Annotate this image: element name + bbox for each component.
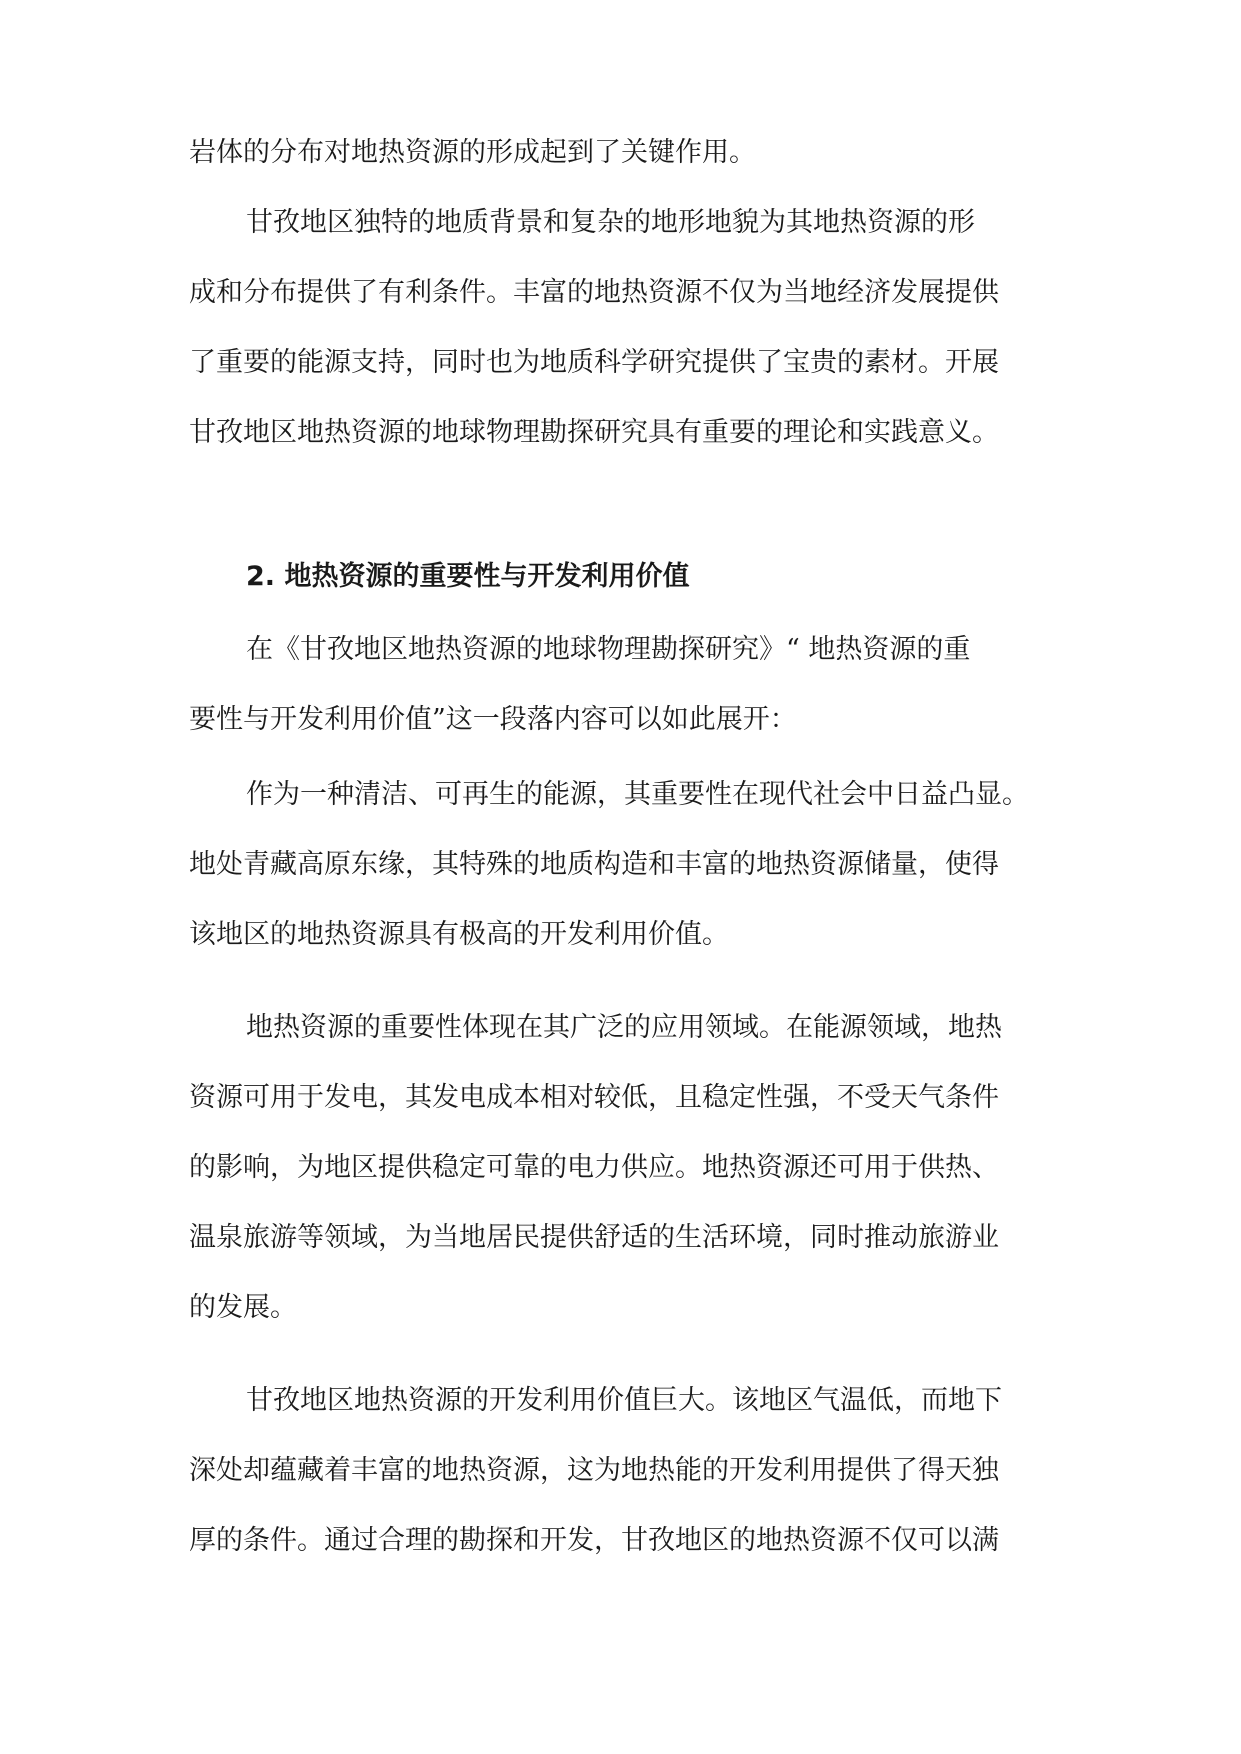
section-heading: 2. 地热资源的重要性与开发利用价值	[246, 561, 690, 592]
paragraph-line: 厚的条件。通过合理的勘探和开发，甘孜地区的地热资源不仅可以满	[189, 1525, 999, 1556]
paragraph-line: 成和分布提供了有利条件。丰富的地热资源不仅为当地经济发展提供	[189, 277, 999, 308]
paragraph-line: 甘孜地区地热资源的开发利用价值巨大。该地区气温低，而地下	[246, 1385, 1002, 1416]
paragraph-line: 在《甘孜地区地热资源的地球物理勘探研究》“ 地热资源的重	[246, 634, 971, 665]
paragraph-line: 要性与开发利用价值”这一段落内容可以如此展开：	[189, 704, 797, 735]
paragraph-line: 岩体的分布对地热资源的形成起到了关键作用。	[189, 137, 756, 168]
paragraph-line: 的影响，为地区提供稳定可靠的电力供应。地热资源还可用于供热、	[189, 1152, 999, 1183]
paragraph-line: 甘孜地区地热资源的地球物理勘探研究具有重要的理论和实践意义。	[189, 417, 999, 448]
paragraph-line: 该地区的地热资源具有极高的开发利用价值。	[189, 919, 729, 950]
paragraph-line: 深处却蕴藏着丰富的地热资源，这为地热能的开发利用提供了得天独	[189, 1455, 999, 1486]
paragraph-line: 温泉旅游等领域，为当地居民提供舒适的生活环境，同时推动旅游业	[189, 1222, 999, 1253]
paragraph-line: 作为一种清洁、可再生的能源，其重要性在现代社会中日益凸显。	[246, 779, 1029, 810]
paragraph-line: 了重要的能源支持，同时也为地质科学研究提供了宝贵的素材。开展	[189, 347, 999, 378]
paragraph-line: 的发展。	[189, 1292, 297, 1323]
paragraph-line: 甘孜地区独特的地质背景和复杂的地形地貌为其地热资源的形	[246, 207, 975, 238]
paragraph-line: 地热资源的重要性体现在其广泛的应用领域。在能源领域，地热	[246, 1012, 1002, 1043]
paragraph-line: 地处青藏高原东缘，其特殊的地质构造和丰富的地热资源储量，使得	[189, 849, 999, 880]
paragraph-line: 资源可用于发电，其发电成本相对较低，且稳定性强，不受天气条件	[189, 1082, 999, 1113]
